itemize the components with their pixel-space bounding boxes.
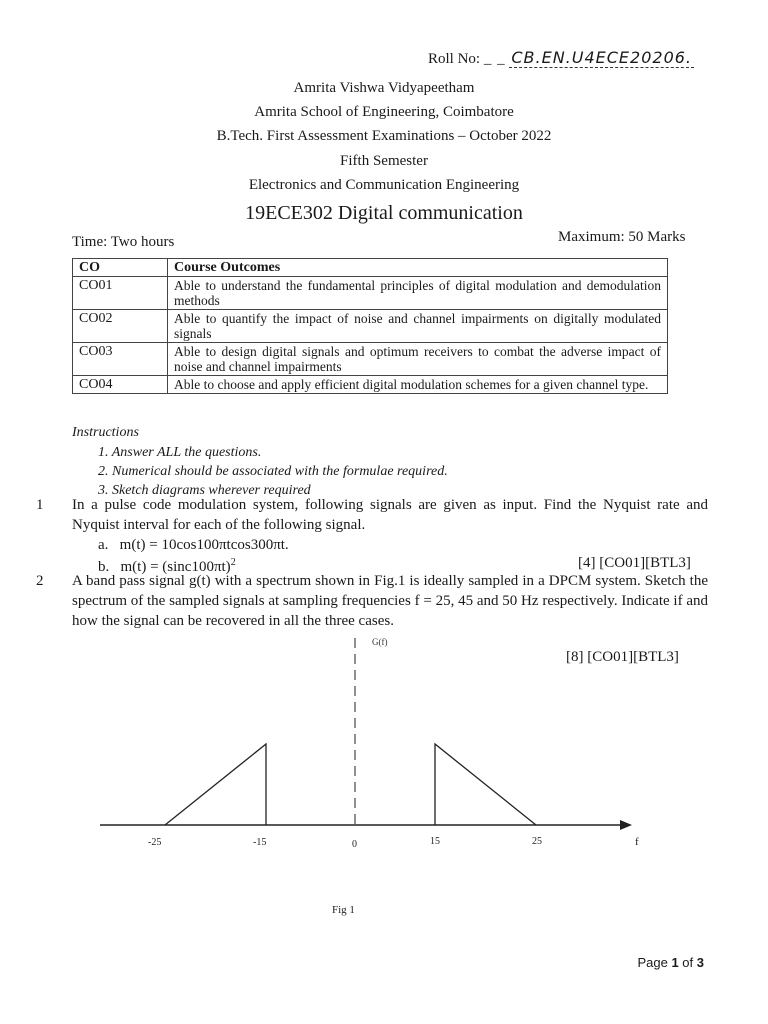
co-text: Able to understand the fundamental principles of digital modulation and demodulation methods: [168, 277, 668, 310]
roll-blank: _ _: [483, 51, 506, 67]
question-2-text: A band pass signal g(t) with a spectrum shown in Fig.1 is ideally sampled in a DPCM system. Sketch the spectrum of the sampled signals at sampling frequencies f = 25, 45 and 50 Hz respectively. Indicate if and how the signal can be recovered in all the three cases.: [72, 573, 708, 629]
co-code: CO01: [73, 277, 168, 310]
roll-label: Roll No:: [428, 51, 481, 67]
instruction-item: 2. Numerical should be associated with the formulae required.: [98, 464, 448, 479]
figure-caption: Fig 1: [332, 904, 355, 916]
part-text: m(t) = (sinc100πt): [120, 559, 231, 575]
tick-label: 15: [430, 836, 440, 847]
max-marks: Maximum: 50 Marks: [558, 229, 686, 245]
tick-label: 0: [352, 839, 357, 850]
part-superscript: 2: [230, 557, 236, 568]
course-outcomes-table: [72, 258, 668, 394]
x-axis-label: f: [635, 836, 639, 848]
tick-label: -25: [148, 837, 162, 848]
co-text: Able to choose and apply efficient digital modulation schemes for a given channel type.: [168, 376, 668, 394]
part-text: m(t) = 10cos100πtcos300πt.: [119, 537, 289, 553]
department: Electronics and Communication Engineering: [248, 177, 520, 193]
co-text: Able to quantify the impact of noise and channel impairments on digitally modulated signals: [168, 310, 668, 343]
roll-number: [428, 48, 694, 68]
table-row: [73, 277, 668, 310]
page-total: 3: [696, 955, 704, 970]
table-header-row: [73, 259, 668, 277]
table-row: [73, 343, 668, 376]
course-title: 19ECE302 Digital communication: [245, 202, 523, 224]
exam-time: Time: Two hours: [72, 234, 175, 250]
x-axis-arrow: [620, 820, 632, 830]
question-number: 2: [36, 573, 44, 589]
question-1a: [98, 535, 289, 555]
question-number: 1: [36, 497, 44, 513]
spectrum-right-triangle: [435, 744, 536, 825]
instruction-item: 3. Sketch diagrams wherever required: [98, 483, 311, 498]
semester: Fifth Semester: [340, 153, 428, 169]
co-code: CO02: [73, 310, 168, 343]
co-code: CO03: [73, 343, 168, 376]
school-name: Amrita School of Engineering, Coimbatore: [254, 104, 514, 120]
co-text: Able to design digital signals and optimum receivers to combat the adverse impact of noise and channel impairments: [168, 343, 668, 376]
col-outcomes-header: Course Outcomes: [168, 259, 668, 277]
roll-value: CB.EN.U4ECE20206.: [511, 48, 693, 67]
co-code: CO04: [73, 376, 168, 394]
instruction-item: 1. Answer ALL the questions.: [98, 445, 262, 460]
exam-name: B.Tech. First Assessment Examinations – October 2022: [216, 128, 552, 144]
table-row: [73, 376, 668, 394]
question-2-marks: [8] [CO01][BTL3]: [566, 649, 679, 665]
page-of: of: [678, 955, 697, 970]
table-row: [73, 310, 668, 343]
question-1-text: In a pulse code modulation system, following signals are given as input. Find the Nyquist rate and Nyquist interval for each of the following signal.: [72, 497, 708, 533]
page-number: [637, 955, 704, 970]
spectrum-left-triangle: [165, 744, 266, 825]
instructions-heading: Instructions: [72, 425, 139, 440]
col-co-header: CO: [73, 259, 168, 277]
page-prefix: Page: [637, 955, 672, 970]
tick-label: -15: [253, 837, 267, 848]
page-current: 1: [671, 955, 679, 970]
part-label: a.: [98, 537, 109, 553]
university-name: Amrita Vishwa Vidyapeetham: [293, 80, 475, 96]
instructions-list: [98, 443, 448, 500]
figure-1: [0, 630, 768, 930]
tick-label: 25: [532, 836, 542, 847]
part-label: b.: [98, 559, 110, 575]
y-axis-label: G(f): [372, 637, 388, 647]
question-1-marks: [4] [CO01][BTL3]: [578, 555, 691, 571]
